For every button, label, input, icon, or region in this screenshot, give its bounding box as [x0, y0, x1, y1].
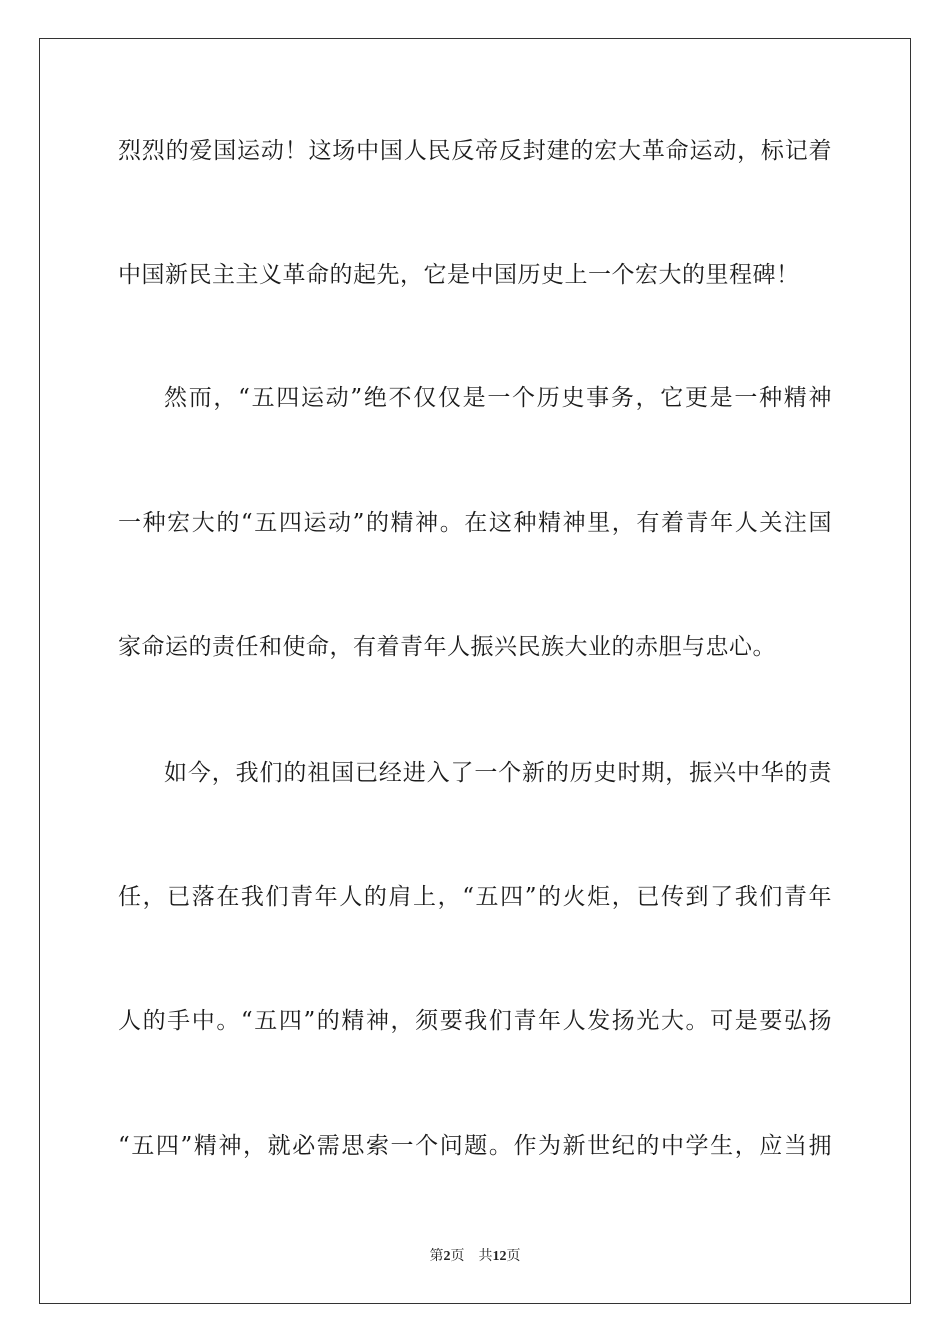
body-text-line-1: 烈烈的爱国运动！这场中国人民反帝反封建的宏大革命运动，标记着 — [118, 138, 832, 164]
body-text-line-8: 人的手中。“五四”的精神，须要我们青年人发扬光大。可是要弘扬 — [118, 1008, 832, 1034]
total-pages: 12 — [492, 1249, 507, 1264]
body-text-line-7: 任，已落在我们青年人的肩上，“五四”的火炬，已传到了我们青年 — [118, 884, 832, 910]
body-text-line-5: 家命运的责任和使命，有着青年人振兴民族大业的赤胆与忠心。 — [118, 634, 776, 660]
page-footer — [0, 1247, 950, 1266]
body-text-line-9: “五四”精神，就必需思索一个问题。作为新世纪的中学生，应当拥 — [118, 1133, 832, 1159]
total-prefix: 共 — [478, 1248, 493, 1264]
body-text-line-2: 中国新民主主义革命的起先，它是中国历史上一个宏大的里程碑！ — [118, 262, 800, 288]
page-number: 2 — [443, 1249, 451, 1264]
page-prefix: 第 — [429, 1248, 444, 1264]
body-text-line-3: 然而，“五四运动”绝不仅仅是一个历史事务，它更是一种精神 — [164, 385, 832, 411]
body-text-line-6: 如今，我们的祖国已经进入了一个新的历史时期，振兴中华的责 — [164, 760, 832, 786]
page-suffix: 页 — [450, 1248, 465, 1264]
page-border — [39, 38, 911, 1304]
body-text-line-4: 一种宏大的“五四运动”的精神。在这种精神里，有着青年人关注国 — [118, 510, 832, 536]
total-suffix: 页 — [506, 1248, 521, 1264]
